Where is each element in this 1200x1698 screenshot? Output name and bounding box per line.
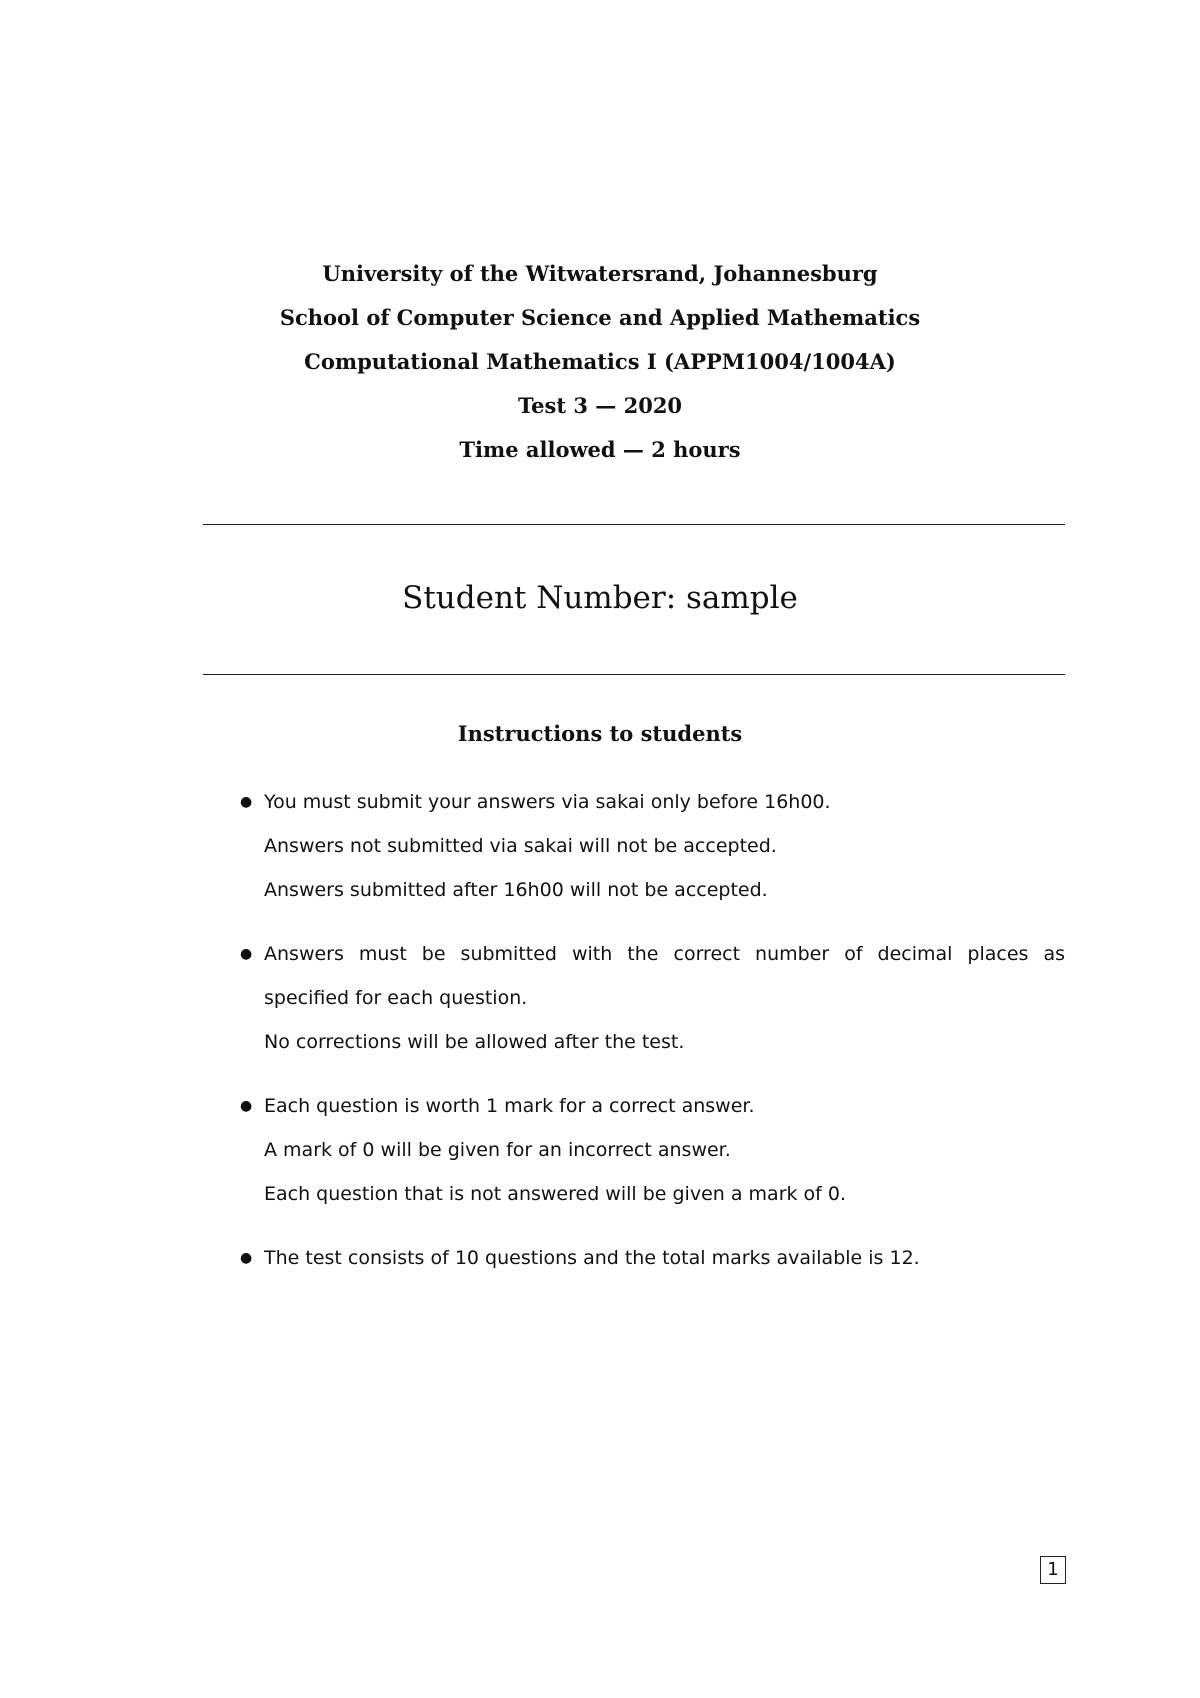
- test-title: Test 3 — 2020: [517, 393, 683, 418]
- bullet-icon: ●: [240, 1098, 253, 1114]
- instruction-line: Answers must be submitted with the correct number of decimal places as: [264, 943, 1065, 965]
- instruction-line: The test consists of 10 questions and the total marks available is 12.: [264, 1247, 920, 1269]
- instruction-line: Answers not submitted via sakai will not be accepted.: [264, 835, 777, 857]
- instructions-list: [240, 780, 1065, 1300]
- school-name: School of Computer Science and Applied Mathematics: [279, 305, 921, 330]
- page-number: 1: [1040, 1556, 1066, 1584]
- time-allowed: Time allowed — 2 hours: [459, 437, 741, 462]
- bullet-icon: ●: [240, 794, 253, 810]
- instruction-item: [240, 780, 1065, 912]
- bullet-icon: ●: [240, 1250, 253, 1266]
- instruction-item: [240, 932, 1065, 1064]
- student-number: Student Number: sample: [402, 580, 798, 616]
- instruction-item: [240, 1236, 1065, 1280]
- bottom-divider: [203, 674, 1065, 675]
- instruction-item: [240, 1084, 1065, 1216]
- university-name: University of the Witwatersrand, Johannesburg: [322, 261, 878, 286]
- instruction-line: You must submit your answers via sakai only before 16h00.: [264, 791, 831, 813]
- instruction-line: specified for each question.: [264, 987, 528, 1009]
- bullet-icon: ●: [240, 946, 253, 962]
- exam-header: [0, 252, 1200, 472]
- instruction-line: Answers submitted after 16h00 will not be accepted.: [264, 879, 768, 901]
- instructions-heading: Instructions to students: [457, 721, 743, 746]
- instruction-line: A mark of 0 will be given for an incorrect answer.: [264, 1139, 731, 1161]
- instruction-line: Each question is worth 1 mark for a correct answer.: [264, 1095, 755, 1117]
- top-divider: [203, 524, 1065, 525]
- instruction-line: No corrections will be allowed after the test.: [264, 1031, 685, 1053]
- instruction-line: Each question that is not answered will be given a mark of 0.: [264, 1183, 847, 1205]
- course-title: Computational Mathematics I (APPM1004/1004A): [304, 349, 896, 374]
